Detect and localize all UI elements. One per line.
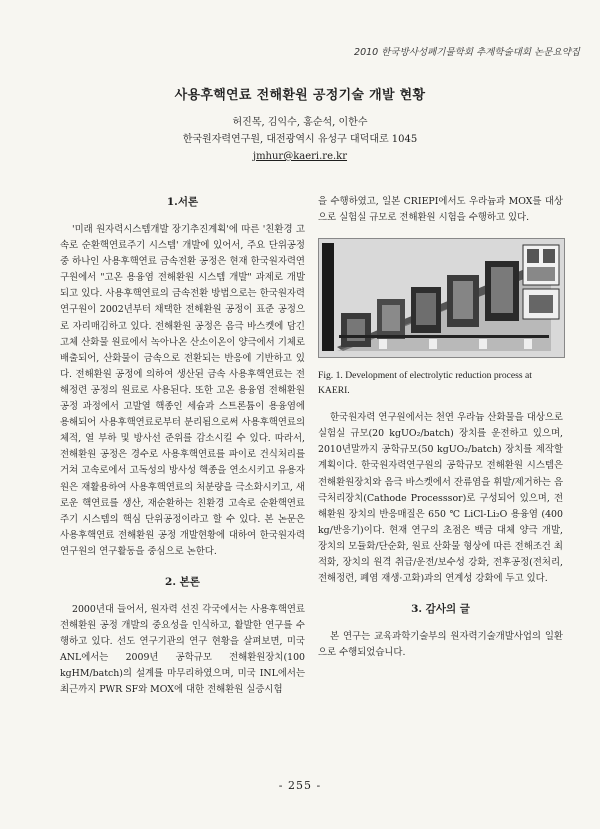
main-paragraph: 2000년대 들어서, 원자력 선진 각국에서는 사용후핵연료 전해환원 공정 개발의 중요성을 인식하고, 활발한 연구를 수행하고 있다. 선도 연구기관의 연구 현황을 살펴보면, 미국 ANL에서는 2009년 공학규모 전해환원장치(100 kgHM/batch)의 설계를 마무리하였으며, 미국 INL에서는 최근까지 PWR SF와 MOX에 대한 전해환원 실증시험 [60,603,305,696]
section-heading-intro: 1.서론 [166,196,199,208]
section-heading-ack: 3. 감사의 글 [411,603,470,616]
figure-caption: Fig. 1. Development of electrolytic reduction process at KAERI. [318,370,532,397]
main-paragraph-2: 한국원자력 연구원에서는 천연 우라늄 산화물을 대상으로 실험실 규모(20 kgUO₂/batch) 장치를 운전하고 있으며, 2010년말까지 공학규모(50 kgUO₂/batch) 장치를 제작할 계획이다. 한국원자력연구원의 공학규모 전해환원 시스템은 전해환원장치와 음극 바스켓에서 잔류염을 휘발/제거하는 음극처리장치(Cathode Processsor)로 구성되어 있으며, 전해환원 장치의 반응매질은 650 ℃ LiCl-Li₂O 용융염 (400 kg/반응기)이다. 현재 연구의 초점은 백금 대체 양극 개발, 장치의 모듈화/단순화, 원료 산화물 형상에 따른 전해조건 최적화, 장치의 원격 취급/운전/보수성 강화, 전후공정(전처리, 전해정련, 폐염 재생·고화)과의 연계성 강화에 두고 있다. [318,412,563,585]
main-paragraph-continued: 을 수행하였고, 일본 CRIEPI에서도 우라늄과 MOX를 대상으로 실험실 규모로 전해환원 시험을 수행하고 있다. [318,196,563,224]
running-header: 2010 한국방사성폐기물학회 추계학술대회 논문요약집 [354,47,580,58]
left-column [60,194,305,699]
paper-title: 사용후핵연료 전해환원 공정기술 개발 현황 [174,88,426,103]
author-affiliation: 한국원자력연구원, 대전광역시 유성구 대덕대로 1045 [182,134,418,145]
right-column [318,194,563,661]
figure-1-illustration [319,239,564,357]
intro-paragraph: '미래 원자력시스템개발 장기추진계획'에 따른 '친환경 고속로 순환핵연료주기 시스템' 개발에 있어서, 주요 단위공정 중 하나인 사용후핵연료 금속전환 공정은 현재 한국원자력연구원에서 "고온 용융염 전해환원 시스템 개발" 과제로 개발되고 있다. 사용후핵연료의 금속전환 방법으로는 한국원자력연구원이 2002년부터 채택한 전해환원 공정이 표준 공정으로 자리매김하고 있다. 전해환원 공정은 음극 바스켓에 담긴 고체 산화물 원료에서 녹아나온 산소이온이 양극에서 기체로 배출되어, 산화물이 금속으로 전환되는 반응에 기반하고 있다. 전해환원 공정에 의하여 생산된 금속 사용후핵연료는 전해정련 공정의 원료로 사용된다. 또한 고온 용융염 전해환원 공정 과정에서 고발열 핵종인 세슘과 스트론튬이 용융염에 용해되어 사용후핵연료로부터 분리됨으로써 사용후핵연료의 체적, 열 부하 및 방사선 준위를 감소시킬 수 있다. 따라서, 전해환원 공정은 경수로 사용후핵연료를 파이로 건식처리를 거쳐 고속로에서 고독성의 방사성 핵종을 연소시키고 유용자원은 재활용하여 사용후핵연료의 처분량을 극소화시키고, 새로운 핵연료를 생산, 재순환하는 친환경 고속로 순환핵연료주기 시스템의 핵심 단위공정이라고 할 수 있다. 본 논문은 사용후핵연료 전해환원 공정 개발현황에 대하여 한국원자력연구원의 연구활동을 중심으로 논한다. [60,224,305,557]
figure-1 [318,238,565,358]
author-email[interactable]: jmhur@kaeri.re.kr [252,151,348,162]
author-block [0,114,600,165]
page-number: - 255 - [278,779,322,792]
ack-paragraph: 본 연구는 교육과학기술부의 원자력기술개발사업의 일환으로 수행되었습니다. [318,631,563,659]
author-names: 허진목, 김익수, 홍순석, 이한수 [232,117,368,128]
section-heading-main: 2. 본론 [165,575,200,588]
